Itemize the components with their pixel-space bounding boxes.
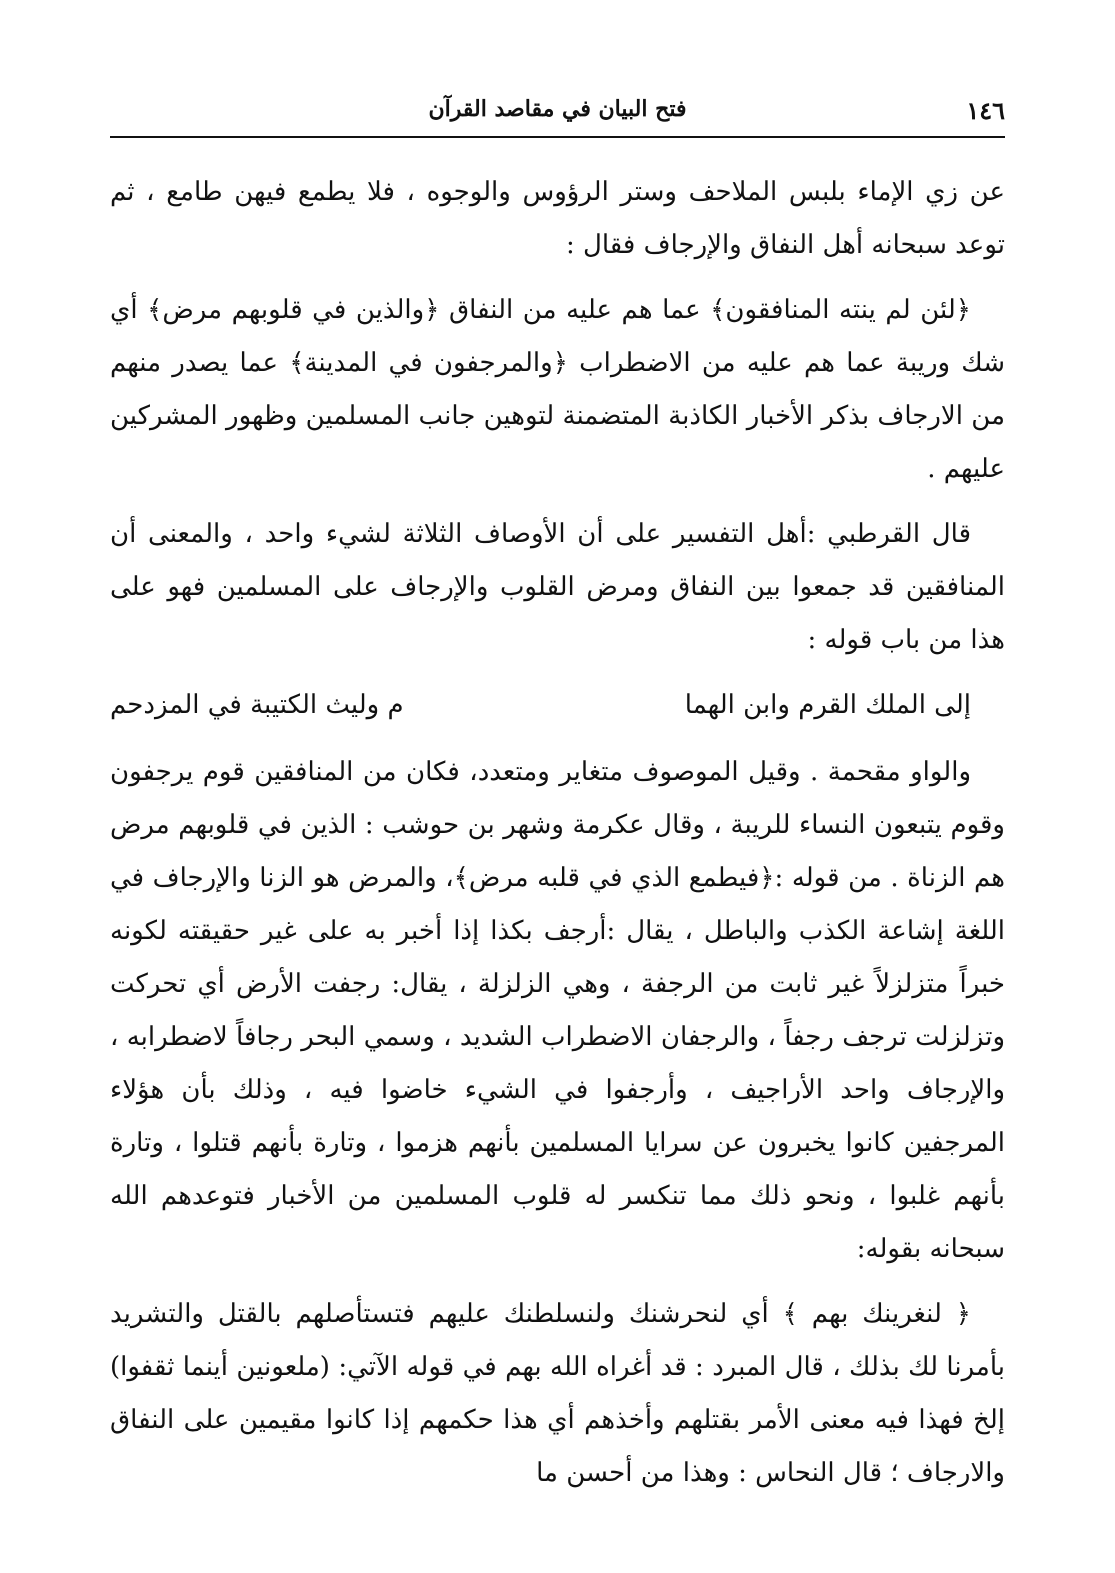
paragraph-irjaf: والواو مقحمة . وقيل الموصوف متغاير ومتعدد، فكان من المنافقين قوم يرجفون وقوم يتبعون النساء للريبة ، وقال عكرمة وشهر بن حوشب : الذين في قلوبهم مرض هم الزناة . من قوله :﴿فيطمع الذي في قلبه مرض﴾، والمرض هو الزنا والإرجاف في اللغة إشاعة الكذب والباطل ، يقال :أرجف بكذا إذا أخبر به على غير حقيقته لكونه خبراً متزلزلاً غير ثابت من الرجفة ، وهي الزلزلة ، يقال: رجفت الأرض أي تحركت وتزلزلت ترجف رجفاً ، والرجفان الاضطراب الشديد ، وسمي البحر رجافاً لاضطرابه ، والإرجاف واحد الأراجيف ، وأرجفوا في الشيء خاضوا فيه ، وذلك بأن هؤلاء المرجفين كانوا يخبرون عن سرايا المسلمين بأنهم هزموا ، وتارة بأنهم قتلوا ، وتارة بأنهم غلبوا ، ونحو ذلك مما تنكسر له قلوب المسلمين من الأخبار فتوعدهم الله سبحانه بقوله: xyxy=(110,757,1005,1264)
paragraph-lanughriyannaka: ﴿ لنغرينك بهم ﴾ أي لنحرشنك ولنسلطنك عليهم فتستأصلهم بالقتل والتشريد بأمرنا لك بذلك ، قال المبرد : قد أغراه الله بهم في قوله الآتي: (ملعونين أينما ثقفوا) إلخ فهذا فيه معنى الأمر بقتلهم وأخذهم أي هذا حكمهم إذا كانوا مقيمين على النفاق والارجاف ؛ قال النحاس : وهذا من أحسن ما xyxy=(110,1299,1005,1488)
paragraph-intro: عن زي الإماء بلبس الملاحف وستر الرؤوس والوجوه ، فلا يطمع فيهن طامع ، ثم توعد سبحانه أهل النفاق والإرجاف فقال : xyxy=(110,177,1005,260)
running-title: فتح البيان في مقاصد القرآن xyxy=(428,96,687,122)
page-body xyxy=(110,166,1005,1512)
paragraph-qurtubi: قال القرطبي :أهل التفسير على أن الأوصاف الثلاثة لشيء واحد ، والمعنى أن المنافقين قد جمعوا بين النفاق ومرض القلوب والإرجاف على المسلمين فهو على هذا من باب قوله : xyxy=(110,519,1005,655)
poetry-verse xyxy=(110,679,1005,732)
paragraph-verse-commentary: ﴿لئن لم ينته المنافقون﴾ عما هم عليه من النفاق ﴿والذين في قلوبهم مرض﴾ أي شك وريبة عما هم عليه من الاضطراب ﴿والمرجفون في المدينة﴾ عما يصدر منهم من الارجاف بذكر الأخبار الكاذبة المتضمنة لتوهين جانب المسلمين وظهور المشركين عليهم . xyxy=(110,295,1005,484)
verse-first-hemistich: إلى الملك القرم وابن الهما xyxy=(684,690,971,720)
verse-second-hemistich: م وليث الكتيبة في المزدحم xyxy=(110,690,404,720)
page-number: ١٤٦ xyxy=(966,96,1005,125)
page-header xyxy=(110,92,1005,138)
